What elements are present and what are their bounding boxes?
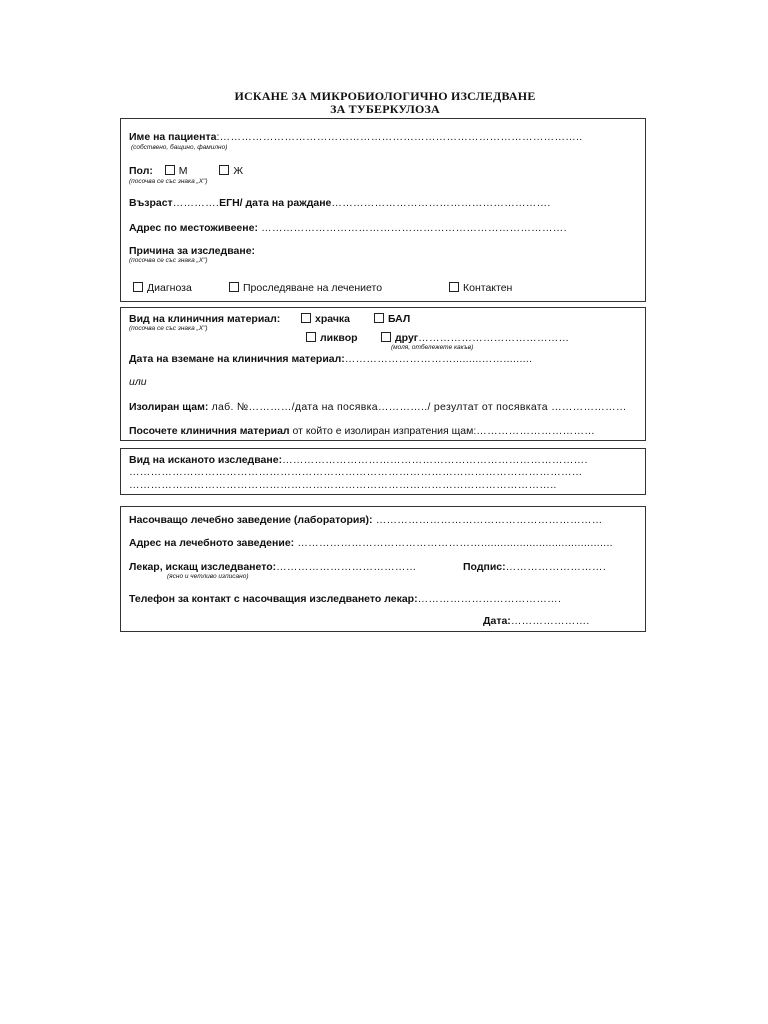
reason-row [129, 245, 255, 257]
address-label: Адрес по местоживеене: [129, 222, 258, 234]
form-title [120, 90, 650, 116]
test-field-1[interactable]: …………………………………………………………………………. [282, 454, 588, 466]
source-label: Посочете клиничния материал [129, 425, 290, 437]
date-field[interactable]: …………………. [510, 615, 590, 627]
title-line-1: ИСКАНЕ ЗА МИКРОБИОЛОГИЧНО ИЗСЛЕДВАНЕ [234, 89, 536, 103]
other-field[interactable]: …………………………………… [418, 332, 570, 344]
title-line-2: ЗА ТУБЕРКУЛОЗА [330, 102, 440, 116]
source-row [129, 425, 595, 437]
patient-section [120, 118, 646, 302]
age-field[interactable]: …………. [172, 197, 220, 209]
signature-row [463, 561, 606, 573]
reason-option-contact[interactable] [449, 282, 512, 294]
material-opt-other[interactable] [381, 332, 569, 344]
other-hint: (моля, отбележете какъв) [391, 344, 474, 351]
phone-field[interactable]: …………………………………. [417, 593, 562, 605]
material-date-row [129, 353, 532, 365]
liquor-checkbox[interactable] [306, 332, 316, 342]
test-field-3[interactable]: ……………………………………………………………………………………………………….. [129, 479, 557, 491]
sex-f-checkbox[interactable] [219, 165, 229, 175]
date-row [483, 615, 590, 627]
facility-address-row [129, 537, 613, 549]
bal-checkbox[interactable] [374, 313, 384, 323]
facility-label: Насочващо лечебно заведение (лаборатория): [129, 514, 373, 526]
reason-followup-label: Проследяване на лечението [243, 282, 383, 294]
facility-address-label: Адрес на лечебното заведение: [129, 537, 295, 549]
test-label: Вид на исканото изследване: [129, 454, 283, 466]
reason-followup-checkbox[interactable] [229, 282, 239, 292]
reason-contact-label: Контактен [463, 282, 513, 294]
material-opt-liquor[interactable] [306, 332, 358, 344]
material-date-field[interactable]: ………………………….........……......... [344, 353, 533, 365]
sputum-checkbox[interactable] [301, 313, 311, 323]
reason-label: Причина за изследване: [129, 245, 256, 257]
test-row-1 [129, 454, 588, 466]
patient-name-field[interactable]: :……………………………………………………………………………………….. [216, 131, 583, 143]
phone-row [129, 593, 561, 605]
reason-option-followup[interactable] [229, 282, 382, 294]
sputum-label: храчка [315, 313, 351, 325]
test-field-2[interactable]: ……………………………………………………………………………………………………………… [129, 466, 583, 478]
sex-label: Пол: [129, 165, 153, 177]
source-field[interactable]: …………………………… [476, 425, 596, 437]
material-section [120, 307, 646, 441]
address-row [129, 222, 567, 234]
signature-field[interactable]: ………………………. [505, 561, 607, 573]
or-text: или [129, 376, 147, 388]
material-opt-bal[interactable] [374, 313, 410, 325]
facility-address-field[interactable]: ……………………………………………......................................... [294, 537, 613, 549]
other-label: друг [395, 332, 419, 344]
address-field[interactable]: …………………………………………………………………………. [257, 222, 567, 234]
other-checkbox[interactable] [381, 332, 391, 342]
sex-row [129, 165, 243, 177]
strain-row [129, 401, 627, 413]
age-label: Възраст [129, 197, 173, 209]
phone-label: Телефон за контакт с насочващия изследването лекар: [129, 593, 418, 605]
facility-row [129, 514, 603, 526]
sex-hint: (посочва се със знака „X") [129, 178, 208, 185]
doctor-field[interactable]: ………………………………… [276, 561, 417, 573]
egn-field[interactable]: ……………………………………………………. [331, 197, 551, 209]
signature-label: Подпис: [463, 561, 506, 573]
material-type-row [129, 313, 280, 325]
sex-f-label: Ж [233, 165, 244, 177]
reason-option-diagnosis[interactable] [133, 282, 192, 294]
material-date-label: Дата на вземане на клиничния материал: [129, 353, 345, 365]
material-opt-sputum[interactable] [301, 313, 350, 325]
test-row-3 [129, 479, 557, 491]
age-egn-row [129, 197, 551, 209]
source-text: от който е изолиран изпратения щам: [289, 425, 477, 437]
patient-name-row [129, 131, 583, 143]
referral-section [120, 506, 646, 632]
reason-diagnosis-label: Диагноза [147, 282, 192, 294]
doctor-label: Лекар, искащ изследването: [129, 561, 277, 573]
facility-field[interactable]: ……………………………………………………… [372, 514, 603, 526]
patient-name-label: Име на пациента [129, 131, 217, 143]
sex-m-checkbox[interactable] [165, 165, 175, 175]
material-type-hint: (посочва се със знака „X") [129, 325, 208, 332]
reason-diagnosis-checkbox[interactable] [133, 282, 143, 292]
date-label: Дата: [483, 615, 511, 627]
strain-label: Изолиран щам: [129, 401, 209, 413]
test-row-2 [129, 466, 583, 478]
reason-contact-checkbox[interactable] [449, 282, 459, 292]
reason-hint: (посочва се със знака „X") [129, 257, 208, 264]
liquor-label: ликвор [320, 332, 358, 344]
egn-label: ЕГН/ дата на раждане [219, 197, 332, 209]
bal-label: БАЛ [388, 313, 411, 325]
doctor-hint: (ясно и четливо изписано) [167, 573, 249, 580]
patient-name-hint: (собствено, бащино, фамилно) [131, 144, 228, 151]
doctor-row [129, 561, 417, 573]
strain-field[interactable]: лаб. №…………/дата на посявка…………../ резултат от посявката ………………… [208, 401, 627, 413]
or-row [129, 376, 147, 388]
material-type-label: Вид на клиничния материал: [129, 313, 281, 325]
test-section [120, 448, 646, 495]
sex-m-label: М [178, 165, 188, 177]
